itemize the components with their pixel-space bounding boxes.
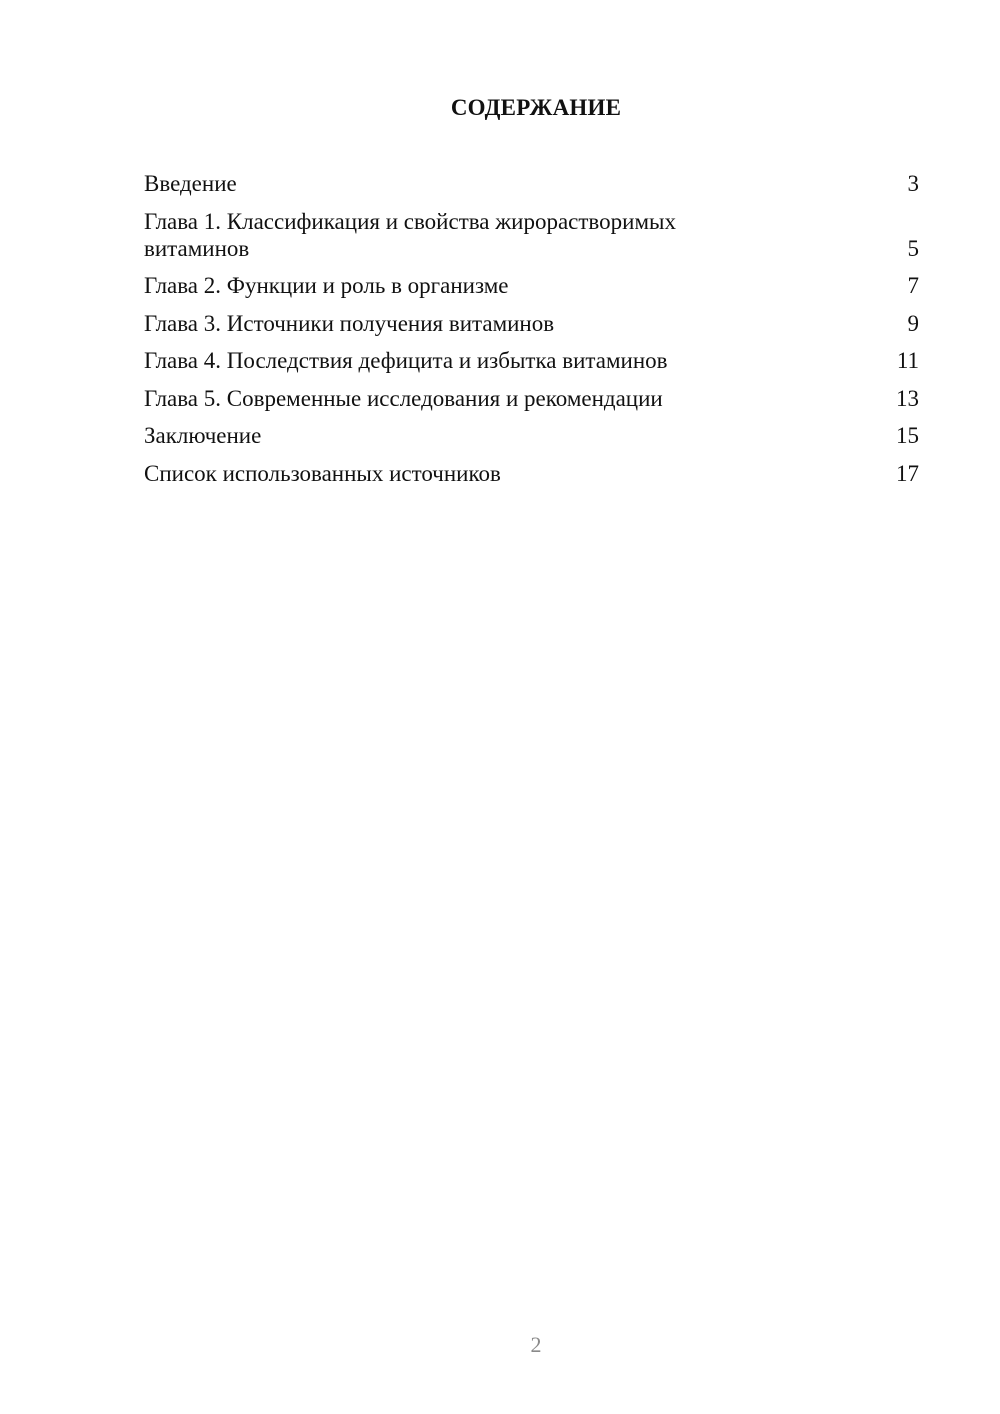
toc-item-introduction (144, 170, 919, 197)
toc-item-page-number: 9 (907, 310, 919, 336)
toc-item-chapter-3 (144, 310, 919, 337)
toc-item-chapter-5 (144, 385, 919, 412)
toc-item-page-number: 7 (907, 273, 919, 298)
toc-item-chapter-4 (144, 347, 919, 374)
toc-item-page-number: 3 (907, 171, 919, 196)
toc-item-page-number: 13 (896, 385, 919, 411)
toc-item-title: Глава 1. Классификация и свойства жирорастворимых витаминов (144, 208, 676, 261)
table-of-contents-title: СОДЕРЖАНИЕ (450, 95, 622, 120)
toc-item-conclusion (144, 422, 919, 449)
toc-item-chapter-1 (144, 208, 919, 262)
toc-item-references (144, 460, 919, 487)
toc-item-title: Глава 3. Источники получения витаминов (144, 310, 555, 336)
toc-item-title: Список использованных источников (144, 460, 501, 486)
toc-item-page-number: 17 (896, 460, 919, 486)
toc-item-page-number: 5 (907, 235, 919, 261)
toc-item-page-number: 15 (896, 423, 919, 448)
toc-item-title: Заключение (144, 423, 262, 448)
page-number: 2 (530, 1332, 542, 1357)
toc-item-chapter-2 (144, 272, 919, 299)
toc-item-title: Глава 4. Последствия дефицита и избытка витаминов (144, 348, 668, 373)
toc-item-page-number: 11 (896, 348, 919, 373)
toc-item-title: Введение (144, 171, 237, 196)
toc-item-title: Глава 2. Функции и роль в организме (144, 273, 509, 298)
toc-item-title: Глава 5. Современные исследования и рекомендации (144, 385, 663, 411)
table-of-contents-list (144, 170, 919, 497)
